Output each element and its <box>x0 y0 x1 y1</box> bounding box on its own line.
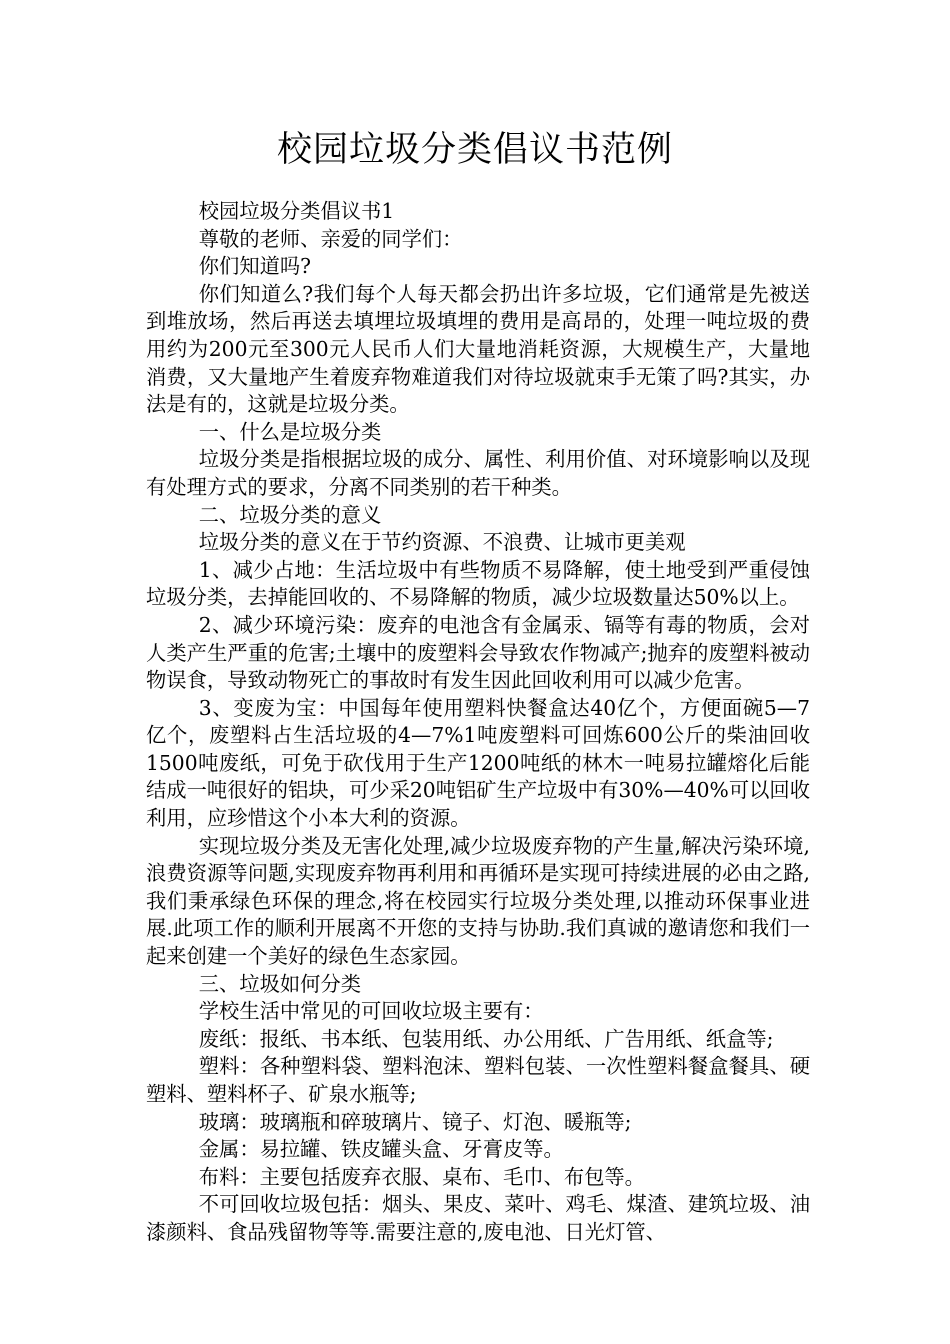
section-heading: 三、垃圾如何分类 <box>198 971 362 996</box>
paragraph: 1、减少占地：生活垃圾中有些物质不易降解，使土地受到严重侵蚀垃圾分类，去掉能回收的、不易降解的物质，减少垃圾数量达50%以上。 <box>146 557 810 610</box>
salutation: 尊敬的老师、亲爱的同学们： <box>198 226 463 251</box>
doc-subtitle: 校园垃圾分类倡议书1 <box>198 199 395 223</box>
list-item: 玻璃：玻璃瓶和碎玻璃片、镜子、灯泡、暖瓶等; <box>198 1109 632 1134</box>
paragraph: 实现垃圾分类及无害化处理,减少垃圾废弃物的产生量,解决污染环境,浪费资源等问题,实现废弃物再利用和再循环是实现可持续进展的必由之路,我们秉承绿色环保的理念,将在校园实行垃圾分类处理,以推动环保事业进展.此项工作的顺利开展离不开您的支持与协助.我们真诚的邀请您和我们一起来创建一个美好的绿色生态家园。 <box>146 833 810 969</box>
section-heading: 一、什么是垃圾分类 <box>198 419 382 444</box>
section-heading: 二、垃圾分类的意义 <box>198 502 382 527</box>
paragraph: 垃圾分类是指根据垃圾的成分、属性、利用价值、对环境影响以及现有处理方式的要求，分离不同类别的若干种类。 <box>146 447 810 499</box>
paragraph: 你们知道吗? <box>198 254 312 279</box>
list-item: 布料：主要包括废弃衣服、桌布、毛巾、布包等。 <box>198 1164 645 1189</box>
document-body <box>146 198 810 1247</box>
list-item: 金属：易拉罐、铁皮罐头盒、牙膏皮等。 <box>198 1137 564 1162</box>
document-title: 校园垃圾分类倡议书范例 <box>276 130 673 170</box>
paragraph: 不可回收垃圾包括：烟头、果皮、菜叶、鸡毛、煤渣、建筑垃圾、油漆颜料、食品残留物等等.需要注意的,废电池、日光灯管、 <box>146 1192 810 1244</box>
list-item: 废纸：报纸、书本纸、包装用纸、办公用纸、广告用纸、纸盒等; <box>198 1026 774 1051</box>
paragraph: 学校生活中常见的可回收垃圾主要有： <box>198 999 544 1024</box>
paragraph: 3、变废为宝：中国每年使用塑料快餐盒达40亿个，方便面碗5—7亿个，废塑料占生活垃圾的4—7%1吨废塑料可回炼600公斤的柴油回收1500吨废纸，可免于砍伐用于生产1200吨纸的林木一吨易拉罐熔化后能结成一吨很好的铝块，可少采20吨铝矿生产垃圾中有30%—40%可以回收利用，应珍惜这个小本大利的资源。 <box>146 695 810 831</box>
list-item: 塑料：各种塑料袋、塑料泡沫、塑料包装、一次性塑料餐盒餐具、硬塑料、塑料杯子、矿泉水瓶等; <box>146 1054 810 1106</box>
paragraph: 垃圾分类的意义在于节约资源、不浪费、让城市更美观 <box>198 530 686 555</box>
paragraph: 你们知道么?我们每个人每天都会扔出许多垃圾，它们通常是先被送到堆放场，然后再送去填埋垃圾填埋的费用是高昂的，处理一吨垃圾的费用约为200元至300元人民币人们大量地消耗资源，大规模生产，大量地消费，又大量地产生着废弃物难道我们对待垃圾就束手无策了吗?其实，办法是有的，这就是垃圾分类。 <box>146 281 810 417</box>
paragraph: 2、减少环境污染：废弃的电池含有金属汞、镉等有毒的物质，会对人类产生严重的危害;土壤中的废塑料会导致农作物减产;抛弃的废塑料被动物误食，导致动物死亡的事故时有发生因此回收利用可以减少危害。 <box>146 612 810 693</box>
